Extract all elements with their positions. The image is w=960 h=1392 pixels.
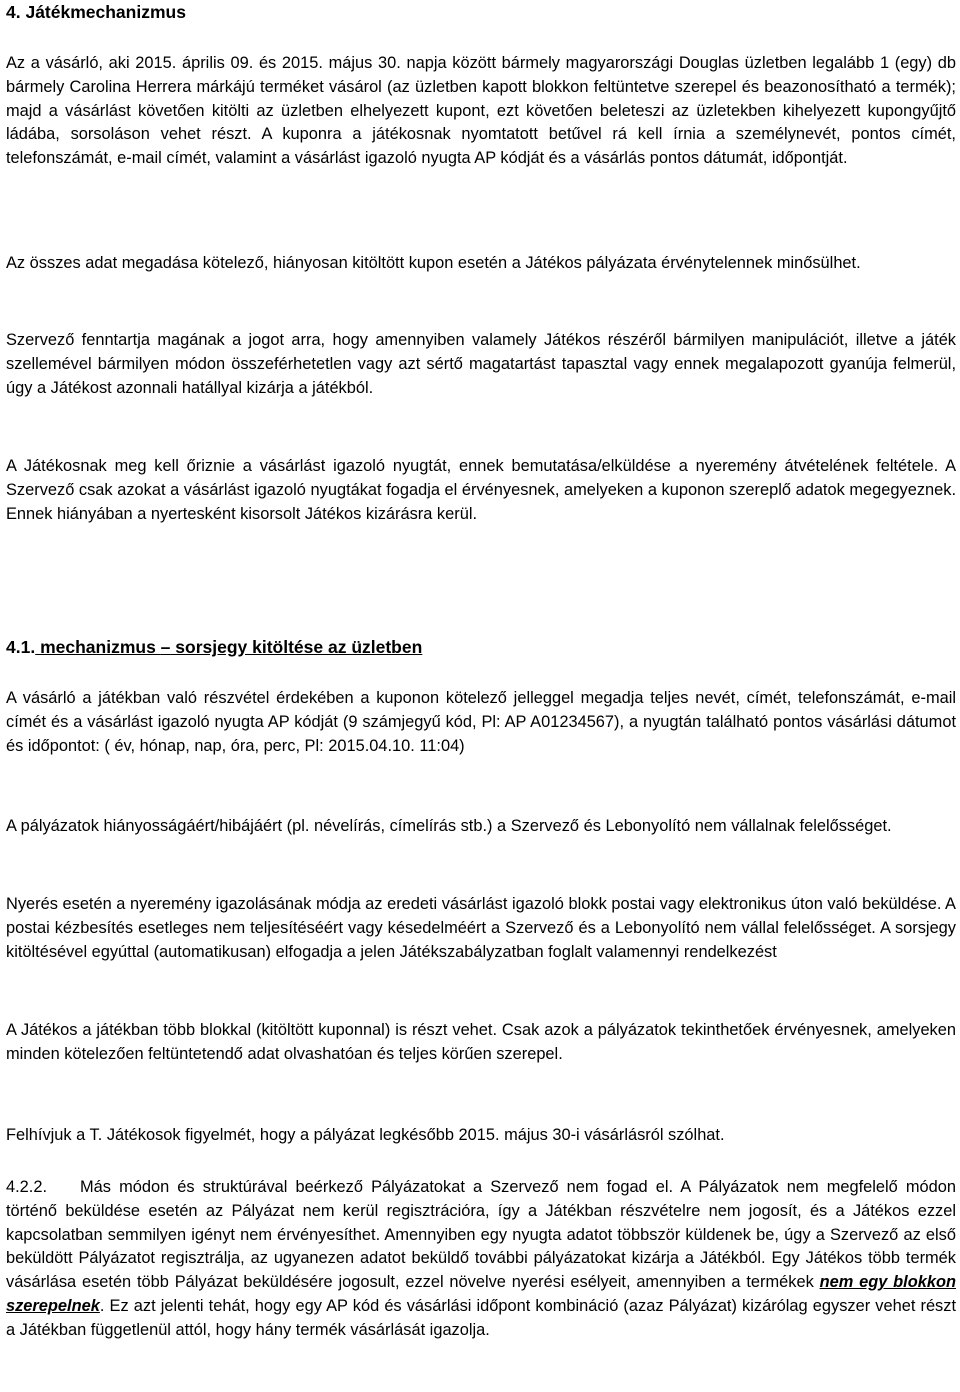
paragraph-mandatory-data: Az összes adat megadása kötelező, hiányosan kitöltött kupon esetén a Játékos pályázata érvénytelennek minősülhet. bbox=[6, 254, 861, 272]
emphasized-text: nem egy blokkon szerepelnek bbox=[6, 1273, 956, 1315]
clause-number: 4.2.2. bbox=[6, 1178, 48, 1196]
paragraph-game-mechanism: Az a vásárló, aki 2015. április 09. és 2015. május 30. napja között bármely magyarországi Douglas üzletben legalább 1 (egy) db bármely Carolina Herrera márkájú terméket vásárol (az üzletben kapott blokkon feltüntetve szerepel és beazonosítható a termék); majd a vásárlást követően kitölti az üzletben elhelyezett kupont, ezt követően beleteszi az üzletekben kihelyezett kupongyűjtő ládába, sorsoláson vehet részt. A kuponra a játékosnak nyomtatott betűvel rá kell írnia a személynevét, pontos címét, telefonszámát, e-mail címét, valamint a vásárlást igazoló nyugta AP kódját és a vásárlás pontos dátumát, időpontját. bbox=[6, 54, 956, 168]
paragraph-organizer-rights: Szervező fenntartja magának a jogot arra, hogy amennyiben valamely Játékos részéről bármilyen manipulációt, illetve a játék szellemével bármilyen módon összeférhetetlen vagy azt sértő magatartást tapasztal vagy ennek megalapozott gyanúja felmerül, úgy a Játékost azonnali hatállyal kizárja a játékból. bbox=[6, 331, 956, 397]
subsection-number: 4.1. bbox=[6, 637, 36, 657]
paragraph-submission-rules: 4.2.2. Más módon és struktúrával beérkező Pályázatokat a Szervező nem fogad el. A Pályázatok nem megfelelő módon történő beküldése esetén az Pályázat nem kerül regisztrációra, így a Játékban részvételre nem jogosít, és a Játékos ezzel kapcsolatban semmilyen igényt nem érvényesíthet. Amennyiben egy nyugta adatot többször küldenek be, úgy a Szervező az első beküldött Pályázatot regisztrálja, az ugyanezen adatot beküldő további pályázatokat kizárja a Játékból. Egy Játékos több termék vásárlása esetén több Pályázat beküldésére jogosult, ezzel növelve nyerési esélyeit, amennyiben a termékek nem egy blokkon szerepelnek. Ez azt jelenti tehát, hogy egy AP kód és vásárlási időpont kombináció (azaz Pályázat) kizárólag egyszer vehet részt a Játékban függetlenül attól, hogy hány termék vásárlását igazolja. bbox=[6, 1178, 956, 1339]
section-heading: 4. Játékmechanizmus bbox=[6, 2, 186, 22]
paragraph-liability: A pályázatok hiányosságáért/hibájáért (pl. névelírás, címelírás stb.) a Szervező és Lebonyolító nem vállalnak felelősséget. bbox=[6, 817, 892, 835]
subsection-heading bbox=[6, 635, 956, 659]
subsection-title-rest: sorsjegy kitöltése az üzletben bbox=[170, 637, 423, 657]
subsection-title-underlined: mechanizmus – bbox=[35, 637, 171, 657]
paragraph-deadline: Felhívjuk a T. Játékosok figyelmét, hogy a pályázat legkésőbb 2015. május 30-i vásárlásról szólhat. bbox=[6, 1126, 725, 1144]
paragraph-receipt-retention: A Játékosnak meg kell őriznie a vásárlást igazoló nyugtát, ennek bemutatása/elküldése a nyeremény átvételének feltétele. A Szervező csak azokat a vásárlást igazoló nyugtákat fogadja el érvényesnek, amelyeken a kuponon szereplő adatok megegyeznek. Ennek hiányában a nyertesként kisorsolt Játékos kizárásra kerül. bbox=[6, 457, 956, 523]
paragraph-prize-verification: Nyerés esetén a nyeremény igazolásának módja az eredeti vásárlást igazoló blokk postai vagy elektronikus úton való beküldése. A postai kézbesítés esetleges nem teljesítéséért vagy késedelméért a Szervező és a Lebonyolító nem vállal felelősséget. A sorsjegy kitöltésével egyúttal (automatikusan) elfogadja a jelen Játékszabályzatban foglalt valamennyi rendelkezést bbox=[6, 895, 956, 961]
paragraph-required-fields: A vásárló a játékban való részvétel érdekében a kuponon kötelező jelleggel megadja teljes nevét, címét, telefonszámát, e-mail címét és a vásárlást igazoló nyugta AP kódját (9 számjegyű kód, Pl: AP A01234567), a nyugtán található pontos vásárlási dátumot és időpontot: ( év, hónap, nap, óra, perc, Pl: 2015.04.10. 11:04) bbox=[6, 689, 956, 755]
paragraph-multiple-receipts: A Játékos a játékban több blokkal (kitöltött kuponnal) is részt vehet. Csak azok a pályázatok tekinthetőek érvényesnek, amelyeken minden kötelezően feltüntetendő adat olvashatóan és teljes körűen szerepel. bbox=[6, 1021, 956, 1063]
